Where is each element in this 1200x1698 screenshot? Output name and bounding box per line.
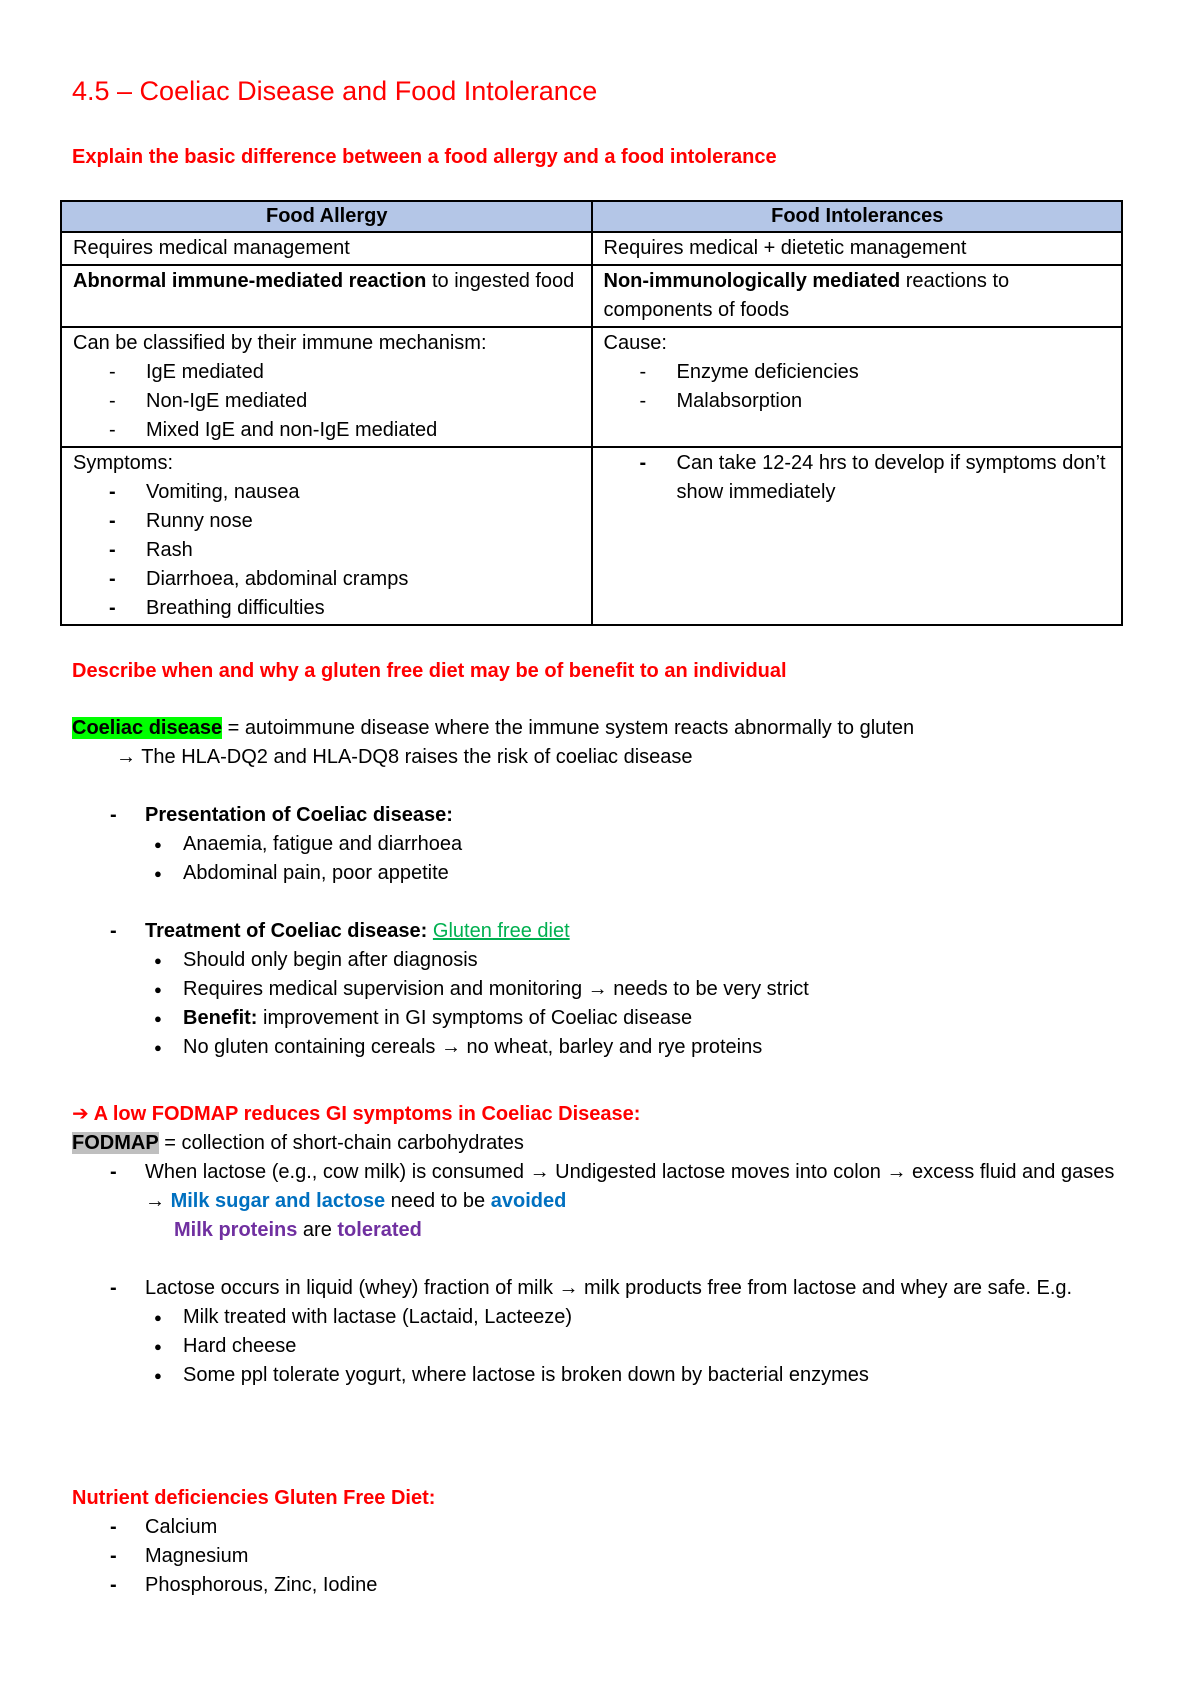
table-row bbox=[61, 447, 1122, 625]
list-item: - Diarrhoea, abdominal cramps bbox=[109, 565, 581, 594]
item-text: When lactose (e.g., cow milk) is consumed bbox=[145, 1161, 530, 1183]
cell-bold-text: Abnormal immune-mediated reaction bbox=[73, 270, 427, 292]
treatment-label: Treatment of Coeliac disease: bbox=[145, 920, 428, 942]
presentation-label: - Presentation of Coeliac disease: bbox=[72, 801, 1132, 830]
lactose-line bbox=[72, 1158, 1132, 1187]
list-item: - Phosphorous, Zinc, Iodine bbox=[72, 1571, 1132, 1600]
list-item: - IgE mediated bbox=[109, 358, 581, 387]
table-cell: Requires medical management bbox=[61, 232, 592, 265]
milk-sugar-text: Milk sugar and lactose bbox=[170, 1190, 386, 1212]
list-item: - Magnesium bbox=[72, 1542, 1132, 1571]
cell-heading: Can be classified by their immune mechanism: bbox=[73, 332, 487, 354]
question-allergy-vs-intolerance: Explain the basic difference between a food allergy and a food intolerance bbox=[72, 146, 777, 168]
list-item: - Vomiting, nausea bbox=[109, 478, 581, 507]
list-item: - Calcium bbox=[72, 1513, 1132, 1542]
list-item bbox=[72, 975, 1132, 1004]
milk-sugar-line bbox=[72, 1187, 1132, 1216]
benefit-label: Benefit: bbox=[183, 1007, 258, 1029]
list-item: - Breathing difficulties bbox=[109, 594, 581, 623]
arrow-icon: → bbox=[440, 1036, 461, 1058]
cause-list bbox=[604, 358, 1112, 416]
spacer bbox=[72, 772, 1132, 801]
list-item: ● Hard cheese bbox=[72, 1332, 1132, 1361]
list-item: - Mixed IgE and non-IgE mediated bbox=[109, 416, 581, 445]
milk-proteins-text: Milk proteins bbox=[174, 1219, 298, 1241]
coeliac-section bbox=[72, 714, 1132, 1062]
arrow-icon: → bbox=[886, 1161, 907, 1183]
list-item: - Can take 12-24 hrs to develop if symptoms don’t show immediately bbox=[640, 449, 1112, 507]
coeliac-definition-text: = autoimmune disease where the immune system reacts abnormally to gluten bbox=[222, 717, 915, 739]
item-text: needs to be very strict bbox=[607, 978, 809, 1000]
treatment-line bbox=[72, 917, 1132, 946]
list-item: ● Some ppl tolerate yogurt, where lactose is broken down by bacterial enzymes bbox=[72, 1361, 1132, 1390]
avoided-text: avoided bbox=[490, 1190, 567, 1212]
fodmap-definition-text: = collection of short-chain carbohydrates bbox=[158, 1132, 524, 1154]
arrow-icon: → bbox=[145, 1190, 165, 1212]
arrow-icon: ➔ bbox=[72, 1103, 89, 1125]
fodmap-definition bbox=[72, 1129, 1132, 1158]
nutrients-section bbox=[72, 1484, 1132, 1600]
fodmap-section bbox=[72, 1100, 1132, 1390]
arrow-icon: → bbox=[529, 1161, 550, 1183]
arrow-icon: → bbox=[116, 746, 136, 768]
header-food-intolerances: Food Intolerances bbox=[592, 201, 1123, 232]
fodmap-heading bbox=[72, 1100, 1132, 1129]
table-cell bbox=[61, 265, 592, 327]
item-text: excess fluid and gases bbox=[906, 1161, 1115, 1183]
item-text: Requires medical supervision and monitoring bbox=[183, 978, 588, 1000]
cell-heading: Symptoms: bbox=[73, 452, 174, 474]
cell-text: reactions to components of foods bbox=[603, 270, 1010, 321]
item-text: no wheat, barley and rye proteins bbox=[460, 1036, 763, 1058]
spacer bbox=[72, 888, 1132, 917]
arrow-icon: → bbox=[587, 978, 608, 1000]
item-text: No gluten containing cereals bbox=[183, 1036, 441, 1058]
milk-protein-line bbox=[72, 1216, 1132, 1245]
fodmap-heading-text: A low FODMAP reduces GI symptoms in Coeliac Disease: bbox=[93, 1103, 641, 1125]
item-text: Lactose occurs in liquid (whey) fraction of milk bbox=[145, 1277, 559, 1299]
fodmap-term: FODMAP bbox=[72, 1132, 159, 1154]
question-gluten-free-diet: Describe when and why a gluten free diet may be of benefit to an individual bbox=[72, 660, 787, 682]
table-cell bbox=[592, 327, 1123, 447]
cell-bold-text: Non-immunologically mediated bbox=[603, 270, 901, 292]
table-cell bbox=[592, 265, 1123, 327]
list-item: ● Milk treated with lactase (Lactaid, Lacteeze) bbox=[72, 1303, 1132, 1332]
tolerated-text: tolerated bbox=[337, 1219, 422, 1241]
item-text: Undigested lactose moves into colon bbox=[549, 1161, 887, 1183]
table-cell: Requires medical + dietetic management bbox=[592, 232, 1123, 265]
hla-note bbox=[72, 743, 1132, 772]
immune-mechanism-list bbox=[73, 358, 581, 445]
header-food-allergy: Food Allergy bbox=[61, 201, 592, 232]
coeliac-definition bbox=[72, 714, 1132, 743]
item-text: improvement in GI symptoms of Coeliac disease bbox=[257, 1007, 693, 1029]
comparison-table bbox=[60, 200, 1123, 626]
whey-line bbox=[72, 1274, 1132, 1303]
spacer bbox=[72, 1245, 1132, 1274]
list-item: - Runny nose bbox=[109, 507, 581, 536]
table-row bbox=[61, 232, 1122, 265]
table-cell bbox=[592, 447, 1123, 625]
list-item: - Enzyme deficiencies bbox=[640, 358, 1112, 387]
table-row bbox=[61, 327, 1122, 447]
nutrients-heading: Nutrient deficiencies Gluten Free Diet: bbox=[72, 1487, 436, 1509]
list-item: - Rash bbox=[109, 536, 581, 565]
arrow-icon: → bbox=[558, 1277, 579, 1299]
list-item: - Malabsorption bbox=[640, 387, 1112, 416]
page-title: 4.5 – Coeliac Disease and Food Intolerance bbox=[72, 76, 598, 106]
list-item: ● Should only begin after diagnosis bbox=[72, 946, 1132, 975]
table-row bbox=[61, 265, 1122, 327]
table-header-row bbox=[61, 201, 1122, 232]
list-item bbox=[72, 1004, 1132, 1033]
gluten-free-diet-link[interactable]: Gluten free diet bbox=[432, 920, 570, 942]
list-item: ● Abdominal pain, poor appetite bbox=[72, 859, 1132, 888]
table-cell bbox=[61, 447, 592, 625]
item-text: milk products free from lactose and whey are safe. E.g. bbox=[578, 1277, 1073, 1299]
item-text: need to be bbox=[385, 1190, 491, 1212]
table-cell bbox=[61, 327, 592, 447]
intolerance-symptom-list bbox=[604, 449, 1112, 507]
list-item: - Non-IgE mediated bbox=[109, 387, 581, 416]
cell-text: to ingested food bbox=[426, 270, 575, 292]
cell-heading: Cause: bbox=[603, 332, 667, 354]
coeliac-term: Coeliac disease bbox=[72, 717, 223, 739]
list-item bbox=[72, 1033, 1132, 1062]
hla-text: The HLA-DQ2 and HLA-DQ8 raises the risk of coeliac disease bbox=[141, 746, 693, 768]
list-item: ● Anaemia, fatigue and diarrhoea bbox=[72, 830, 1132, 859]
item-text: are bbox=[297, 1219, 338, 1241]
symptom-list bbox=[73, 478, 581, 623]
